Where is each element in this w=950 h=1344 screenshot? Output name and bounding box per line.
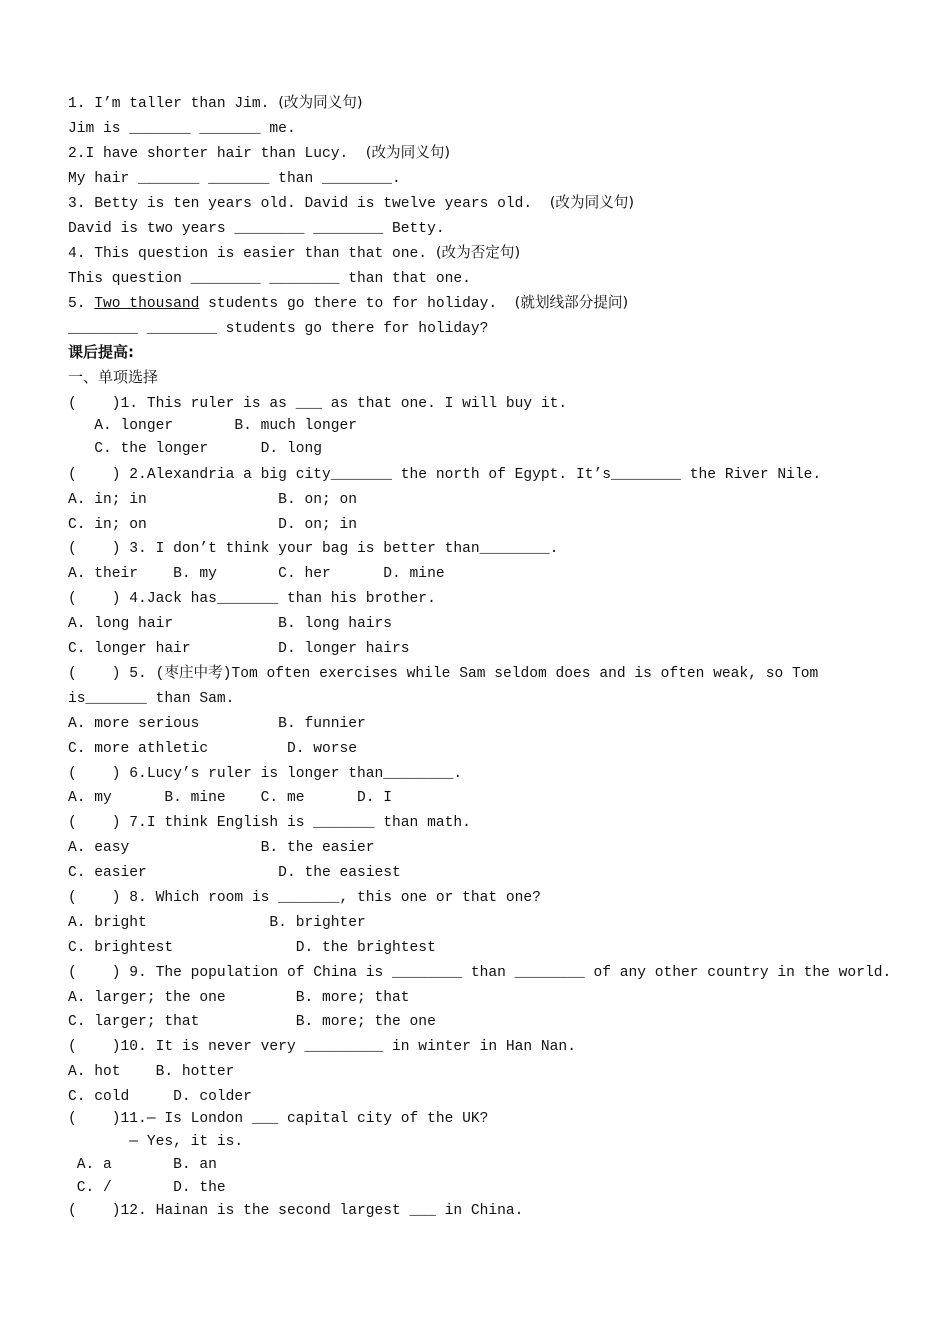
mc-answer-11: — Yes, it is. <box>68 1134 244 1150</box>
rewrite-answer-5: ________ ________ students go there for holiday? <box>68 321 489 337</box>
subsection-title: 一、单项选择 <box>68 368 159 386</box>
mc-options-2b: C. in; on D. on; in <box>68 517 358 533</box>
underlined-phrase: Two thousand <box>94 296 200 312</box>
mc-question-12: ( )12. Hainan is the second largest ___ in China. <box>68 1203 524 1219</box>
mc-options-1b: C. the longer D. long <box>68 441 322 457</box>
mc-options-10a: A. hot B. hotter <box>68 1064 235 1080</box>
rewrite-question-5: 5. Two thousand students go there to for holiday. (就划线部分提问) <box>68 294 629 312</box>
rewrite-answer-1: Jim is _______ _______ me. <box>68 121 296 137</box>
mc-question-8: ( ) 8. Which room is _______, this one or that one? <box>68 890 541 906</box>
section-title: 课后提高: <box>68 343 134 361</box>
mc-question-6: ( ) 6.Lucy’s ruler is longer than________. <box>68 766 463 782</box>
mc-options-3: A. their B. my C. her D. mine <box>68 566 445 582</box>
mc-options-9b: C. larger; that B. more; the one <box>68 1014 436 1030</box>
rewrite-answer-2: My hair _______ _______ than ________. <box>68 171 401 187</box>
rewrite-answer-4: This question ________ ________ than that one. <box>68 271 471 287</box>
mc-options-1a: A. longer B. much longer <box>68 418 358 434</box>
mc-options-4a: A. long hair B. long hairs <box>68 616 393 632</box>
mc-question-11: ( )11.— Is London ___ capital city of the UK? <box>68 1111 489 1127</box>
mc-question-4: ( ) 4.Jack has_______ than his brother. <box>68 591 436 607</box>
mc-options-9a: A. larger; the one B. more; that <box>68 990 410 1006</box>
mc-options-10b: C. cold D. colder <box>68 1089 252 1105</box>
mc-question-5-cont: is_______ than Sam. <box>68 691 235 707</box>
mc-options-6: A. my B. mine C. me D. I <box>68 790 393 806</box>
mc-question-7: ( ) 7.I think English is _______ than math. <box>68 815 471 831</box>
mc-options-5a: A. more serious B. funnier <box>68 716 366 732</box>
mc-question-2: ( ) 2.Alexandria a big city_______ the north of Egypt. It’s________ the River Nile. <box>68 467 822 483</box>
mc-options-2a: A. in; in B. on; on <box>68 492 358 508</box>
mc-question-9: ( ) 9. The population of China is ________ than ________ of any other country in the world. <box>68 965 892 981</box>
rewrite-answer-3: David is two years ________ ________ Betty. <box>68 221 445 237</box>
rewrite-question-3: 3. Betty is ten years old. David is twelve years old. (改为同义句) <box>68 194 635 212</box>
mc-options-7a: A. easy B. the easier <box>68 840 375 856</box>
mc-question-1: ( )1. This ruler is as ___ as that one. I will buy it. <box>68 396 568 412</box>
mc-question-10: ( )10. It is never very _________ in winter in Han Nan. <box>68 1039 576 1055</box>
rewrite-question-1: 1. I’m taller than Jim. (改为同义句) <box>68 94 363 112</box>
rewrite-question-2: 2.I have shorter hair than Lucy. (改为同义句) <box>68 144 451 162</box>
rewrite-question-4: 4. This question is easier than that one. (改为否定句) <box>68 244 521 262</box>
mc-options-8a: A. bright B. brighter <box>68 915 366 931</box>
mc-options-7b: C. easier D. the easiest <box>68 865 401 881</box>
mc-options-5b: C. more athletic D. worse <box>68 741 358 757</box>
mc-options-8b: C. brightest D. the brightest <box>68 940 436 956</box>
mc-options-11b: C. / D. the <box>68 1180 226 1196</box>
mc-question-3: ( ) 3. I don’t think your bag is better than________. <box>68 541 559 557</box>
mc-question-5: ( ) 5. (枣庄中考)Tom often exercises while Sam seldom does and is often weak, so Tom <box>68 664 819 682</box>
mc-options-11a: A. a B. an <box>68 1157 217 1173</box>
mc-options-4b: C. longer hair D. longer hairs <box>68 641 410 657</box>
